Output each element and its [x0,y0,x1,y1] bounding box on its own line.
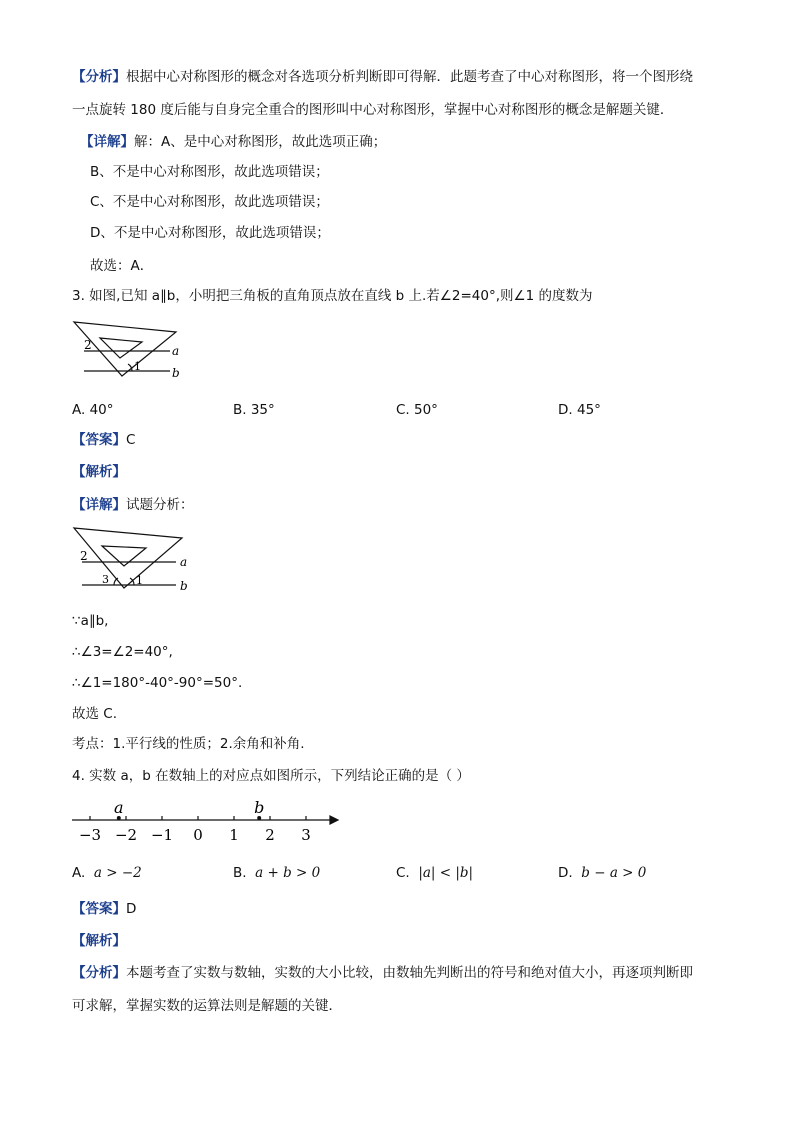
q4-jiexi-tag: 【解析】 [72,933,126,949]
option-expr: |a| < |b| [418,865,474,881]
tick-label: 1 [229,826,239,844]
q3-option-a: A. 40° [72,402,114,418]
q3-option-c: C. 50° [396,402,438,418]
angle-3-arc [114,578,118,585]
detail1-line-b: B、不是中心对称图形，故此选项错误； [90,164,329,180]
analysis-text: 根据中心对称图形的概念对各选项分析判断即可得解．此题考查了中心对称图形，将一个图形绕 [126,69,693,85]
q3-step-1: ∵a∥b, [72,613,109,629]
q3-choice: 故选 C. [72,706,118,722]
tick-label: −1 [150,826,174,844]
detail1-line-a [80,133,386,151]
tick-label: 3 [301,826,311,844]
label-b: b [172,366,180,380]
detail-text: 试题分析： [126,497,194,513]
label-2: 2 [84,338,92,352]
q3-figure-1 [72,318,202,386]
q3-detail [72,496,194,514]
label-b: b [180,579,188,593]
label-a: a [172,344,180,358]
analysis1-line2: 一点旋转 180 度后能与自身完全重合的图形叫中心对称图形，掌握中心对称图形的概念是解题关键． [72,102,674,118]
q4-option-a [72,864,142,882]
option-expr: b − a > 0 [581,865,647,881]
detail1-line-c: C、不是中心对称图形，故此选项错误； [90,194,329,210]
detail1-choice: 故选：A． [90,258,154,274]
q3-option-d: D. 45° [558,402,601,418]
inner-triangle [100,338,142,358]
answer-value: D [126,901,137,917]
analysis-tag: 【分析】 [72,965,126,981]
option-expr: a + b > 0 [255,865,321,881]
detail1-line-d: D、不是中心对称图形，故此选项错误； [90,225,330,241]
detail-text-a: 解：A、是中心对称图形，故此选项正确； [134,134,387,150]
q3-answer [72,431,135,449]
tick-label: 2 [265,826,275,844]
answer-value: C [126,432,136,448]
q4-answer [72,900,136,918]
q4-option-d [558,864,646,882]
q3-option-b: B. 35° [233,402,275,418]
tick-label: 0 [193,826,203,844]
answer-tag: 【答案】 [72,432,126,448]
q3-step-2: ∴∠3=∠2=40°, [72,644,173,660]
analysis1-line1 [72,68,693,86]
label-point-b: b [254,798,265,817]
q4-number-line [68,798,344,848]
label-point-a: a [114,798,124,817]
option-expr: a > −2 [93,865,142,881]
q3-kaodian: 考点：1.平行线的性质；2.余角和补角. [72,736,305,752]
q4-option-b [233,864,320,882]
axis-arrow [330,816,338,824]
tick-label: −2 [114,826,138,844]
detail-tag: 【详解】 [72,497,126,513]
label-1: 1 [134,360,141,373]
option-letter: B. [233,865,247,881]
q4-stem: 4. 实数 a，b 在数轴上的对应点如图所示，下列结论正确的是（ ） [72,768,470,784]
q3-jiexi-tag: 【解析】 [72,464,126,480]
answer-tag: 【答案】 [72,901,126,917]
option-letter: D. [558,865,573,881]
detail-tag: 【详解】 [80,134,134,150]
q3-stem: 3. 如图,已知 a∥b，小明把三角板的直角顶点放在直线 b 上.若∠2=40°,则∠1 的度数为 [72,288,593,304]
analysis-tag: 【分析】 [72,69,126,85]
q3-figure-2 [72,524,202,596]
label-3: 3 [102,573,109,586]
tick-label: −3 [78,826,102,844]
q4-option-c [396,864,473,882]
label-a: a [180,555,188,569]
label-1: 1 [136,574,143,587]
label-2: 2 [80,549,88,563]
q4-analysis-line2: 可求解，掌握实数的运算法则是解题的关键． [72,998,342,1014]
outer-triangle [74,528,182,588]
q3-step-3: ∴∠1=180°-40°-90°=50°. [72,675,243,691]
inner-triangle [102,546,146,566]
option-letter: C. [396,865,410,881]
option-letter: A. [72,865,86,881]
analysis-text: 本题考查了实数与数轴，实数的大小比较，由数轴先判断出的符号和绝对值大小，再逐项判断即 [126,965,693,981]
q4-analysis-line1 [72,964,693,982]
